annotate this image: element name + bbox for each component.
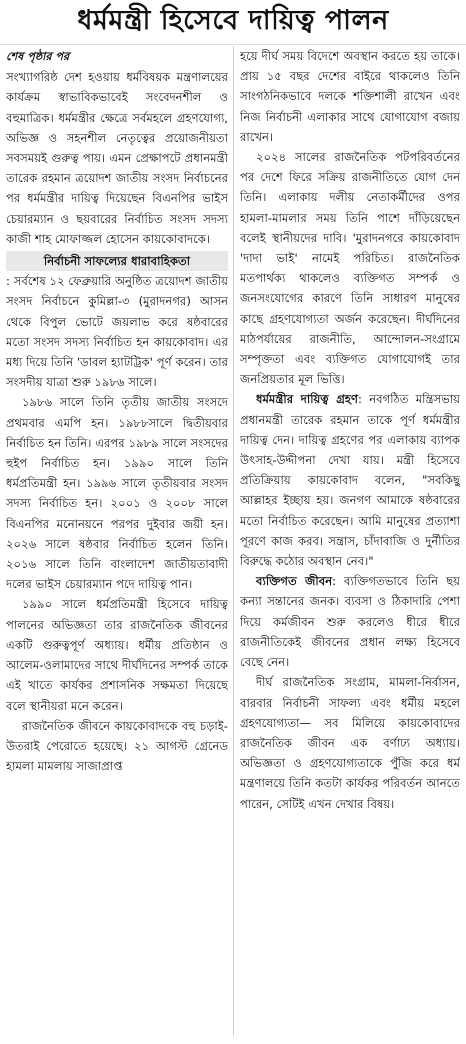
paragraph-election: : সর্বশেষ ১২ ফেব্রুয়ারি অনুষ্ঠিত ত্রয়োদশ জাতীয় সংসদ নির্বাচনে কুমিল্লা-৩ (মুরাদনগর) আসন থেকে বিপুল ভোটে জয়লাভ করে ষষ্ঠবারের মতো সংসদ সদস্য নির্বাচিত হন কায়কোবাদ। এর মধ্য দিয়ে তিনি 'ডাবল হ্যাটট্রিক' পূর্ণ করেন। তার সংসদীয় যাত্রা শুরু ১৯৮৬ সালে। [6,274,228,390]
paragraph-conclusion: দীর্ঘ রাজনৈতিক সংগ্রাম, মামলা-নির্বাসন, বারবার নির্বাচনী সাফল্য এবং ধর্মীয় মহলে গ্রহণযোগ্যতা— সব মিলিয়ে কায়কোবাদের রাজনৈতিক জীবন এক বর্ণাঢ্য অধ্যায়। অভিজ্ঞতা ও গ্রহণযোগ্যতাকে পুঁজি করে ধর্ম মন্ত্রণালয়ে তিনি কতটা কার্যকর পরিবর্তন আনতে পারেন, সেটিই এখন দেখার বিষয়। [240,675,460,811]
article-column-right [240,46,460,1036]
article-column-left [6,46,228,1036]
paragraph-exile: হয়ে দীর্ঘ সময় বিদেশে অবস্থান করতে হয় তাকে। প্রায় ১৫ বছর দেশের বাইরে থাকলেও তিনি সাংগঠনিকভাবে দলকে শক্তিশালী রাখেন এবং নিজ নির্বাচনী এলাকার সাথে যোগাযোগ বজায় রাখেন। [240,49,460,144]
continuation-line [6,46,228,67]
paragraph-intro: সংখ্যাগরিষ্ঠ দেশ হওয়ায় ধর্মবিষয়ক মন্ত্রণালয়ের কার্যক্রম স্বাভাবিকভাবেই সংবেদনশীল ও বহুমাত্রিক। ধর্মমন্ত্রীর ক্ষেত্রে সর্বমহলে গ্রহণযোগ্য, অভিজ্ঞ ও সহনশীল নেতৃত্বের প্রয়োজনীয়তা সবসময়ই গুরুত্ব পায়। এমন প্রেক্ষাপটে প্রধানমন্ত্রী তারেক রহমান ত্রয়োদশ জাতীয় সংসদ নির্বাচনের পর ধর্মমন্ত্রীর দায়িত্ব দিয়েছেন বিএনপির ভাইস চেয়ারম্যান ও ছয়বারের নির্বাচিত সংসদ সদস্য কাজী শাহ মোফাজ্জল হোসেন কায়কোবাদকে। [6,70,228,246]
section-body-personal: : ব্যক্তিগতভাবে তিনি ছয় কন্যা সন্তানের জনক। ব্যবসা ও ঠিকাদারি পেশা দিয়ে কর্মজীবন শুরু করলেও ধীরে ধীরে রাজনীতিকেই জীবনের প্রধান লক্ষ্য হিসেবে বেছে নেন। [240,574,460,670]
headline: ধর্মমন্ত্রী হিসেবে দায়িত্ব পালন [0,0,466,45]
section-body-minister: : নবগঠিত মন্ত্রিসভায় প্রধানমন্ত্রী তারেক রহমান তাকে পূর্ণ ধর্মমন্ত্রীর দায়িত্ব দেন। দায়িত্ব গ্রহণের পর এলাকায় ব্যাপক উৎসাহ-উদ্দীপনা দেখা যায়। মন্ত্রী হিসেবে প্রতিক্রিয়ায় কায়কোবাদ বলেন, "সবকিছু আল্লাহর ইচ্ছায় হয়। জনগণ আমাকে ষষ্ঠবারের মতো নির্বাচিত করেছেন। আমি মানুষের প্রত্যাশা পূরণে কাজ করব। সন্ত্রাস, চাঁদাবাজি ও দুর্নীতির বিরুদ্ধে কঠোর অবস্থান নেব।" [240,392,460,569]
column-divider [233,46,234,1036]
paragraph-career: ১৯৮৬ সালে তিনি তৃতীয় জাতীয় সংসদে প্রথমবার এমপি হন। ১৯৮৮সালে দ্বিতীয়বার নির্বাচিত হন তিনি। এরপর ১৯৮৯ সালে সংসদের হুইপ নির্বাচিত হন। ১৯৯০ সালে তিনি ধর্মপ্রতিমন্ত্রী হন। ১৯৯৬ সালে তৃতীয়বার সংসদ সদস্য নির্বাচিত হন। ২০০১ ও ২০০৮ সালে বিএনপির মনোনয়নে পরপর দুইবার জয়ী হন। ২০২৬ সালে ষষ্ঠবার নির্বাচিত হলেন তিনি। ২০১৬ সালে তিনি বাংলাদেশ জাতীয়তাবাদী দলের ভাইস চেয়ারম্যান পদে দায়িত্ব পান। [6,395,228,592]
paragraph-experience: ১৯৯০ সালে ধর্মপ্রতিমন্ত্রী হিসেবে দায়িত্ব পালনের অভিজ্ঞতা তার রাজনৈতিক জীবনের একটি গুরুত্বপূর্ণ অধ্যায়। ধর্মীয় প্রতিষ্ঠান ও আলেম-ওলামাদের সাথে দীর্ঘদিনের সম্পর্ক তাকে এই খাতে কার্যকর প্রশাসনিক সক্ষমতা দিয়েছে বলে স্থানীয়রা মনে করেন। [6,597,228,713]
continuation-label: শেষ পৃষ্ঠার পর [6,50,70,63]
paragraph-personal [240,571,460,672]
paragraph-return: ২০২৪ সালের রাজনৈতিক পটপরিবর্তনের পর দেশে ফিরে সক্রিয় রাজনীতিতে যোগ দেন তিনি। এলাকায় দলীয় নেতাকর্মীদের ওপর হামলা-মামলার সময় তিনি পাশে দাঁড়িয়েছেন বলেই স্থানীয়দের দাবি। 'মুরাদনগরে কায়কোবাদ 'দাদা ভাই' নামেই পরিচিত। রাজনৈতিক মতপার্থক্য থাকলেও ব্যক্তিগত সম্পর্ক ও জনসংযোগের কারণে তিনি সাধারণ মানুষের কাছে গ্রহণযোগ্যতা অর্জন করেছেন। দীর্ঘদিনের মাঠপর্যায়ের রাজনীতি, আন্দোলন-সংগ্রামে সম্পৃক্ততা এবং ব্যক্তিগত যোগাযোগই তার জনপ্রিয়তার মূল ভিত্তি। [240,150,460,387]
section-lead-minister: ধর্মমন্ত্রীর দায়িত্ব গ্রহণ [256,392,359,407]
subheading-electoral-success: নির্বাচনী সাফল্যের ধারাবাহিকতা [6,251,228,271]
paragraph-minister [240,389,460,571]
paragraph-struggle: রাজনৈতিক জীবনে কায়কোবাদকে বহু চড়াই-উতরাই পেরোতে হয়েছে। ২১ আগস্ট গ্রেনেড হামলা মামলায় সাজাপ্রাপ্ত [6,718,228,774]
section-lead-personal: ব্যক্তিগত জীবন [256,574,333,589]
